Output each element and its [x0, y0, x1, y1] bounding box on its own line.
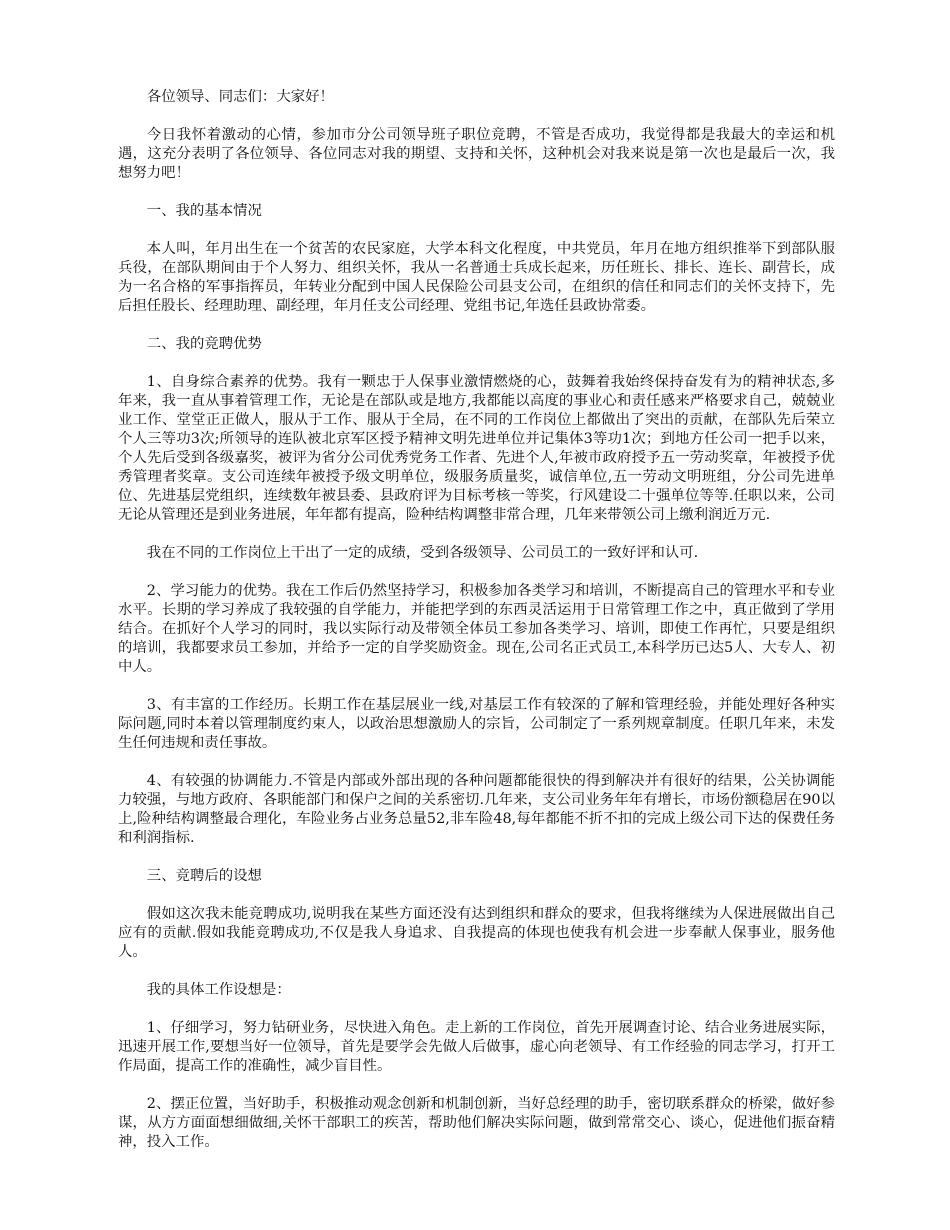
- advantage-1-paragraph: 1、自身综合素养的优势。我有一颗忠于人保事业激情燃烧的心，鼓舞着我始终保持奋发有为的精神状态,多年来，我一直从事着管理工作，无论是在部队或是地方,我都能以高度的事业心和责任感来严格要求自己，兢兢业业工作、堂堂正正做人，服从于工作、服从于全局，在不同的工作岗位上都做出了突出的贡献，在部队先后荣立个人三等功3次;所领导的连队被北京军区授予精神文明先进单位并记集体3等功1次；到地方任公司一把手以来，个人先后受到各级嘉奖，被评为省分公司优秀党务工作者、先进个人,年被市政府授予五一劳动奖章，年被授予优秀管理者奖章。支公司连续年被授予级文明单位，级服务质量奖，诚信单位,五一劳动文明班组，分公司先进单位、先进基层党组织，连续数年被县委、县政府评为目标考核一等奖，行风建设二十强单位等等.任职以来，公司无论从管理还是到业务进展，年年都有提高，险种结构调整非常合理，几年来带领公司上缴利润近万元.: [118, 374, 835, 523]
- section-heading-advantages: 二、我的竞聘优势: [146, 336, 262, 352]
- achievement-paragraph: 我在不同的工作岗位上干出了一定的成绩，受到各级领导、公司员工的一致好评和认可.: [146, 545, 699, 561]
- advantage-2-paragraph: 2、学习能力的优势。我在工作后仍然坚持学习，积极参加各类学习和培训，不断提高自己的管理水平和专业水平。长期的学习养成了我较强的自学能力，并能把学到的东西灵活运用于日常管理工作之中，真正做到了学用结合。在抓好个人学习的同时，我以实际行动及带领全体员工参加各类学习、培训，即使工作再忙，只要是组织的培训，我都要求员工参加，并给予一定的自学奖励资金。现在,公司名正式员工,本科学历已达5人、大专人、初中人。: [118, 583, 835, 675]
- plans-intro-paragraph: 假如这次我未能竞聘成功,说明我在某些方面还没有达到组织和群众的要求，但我将继续为人保进展做出自己应有的贡献.假如我能竞聘成功,不仅是我人身追求、自我提高的体现也使我有机会进一步奉献人保事业，服务他人。: [118, 906, 835, 960]
- advantage-4-paragraph: 4、有较强的协调能力.不管是内部或外部出现的各种问题都能很快的得到解决并有很好的结果，公关协调能力较强，与地方政府、各职能部门和保户之间的关系密切.几年来，支公司业务年年有增长，市场份额稳居在90以上,险种结构调整最合理化，车险业务占业务总量52,非车险48,每年都能不折不扣的完成上级公司下达的保费任务和利润指标.: [118, 773, 835, 846]
- intro-paragraph: 今日我怀着激动的心情，参加市分公司领导班子职位竞聘，不管是否成功，我觉得都是我最大的幸运和机遇，这充分表明了各位领导、各位同志对我的期望、支持和关怀，这种机会对我来说是第一次也是最后一次，我想努力吧！: [118, 127, 835, 181]
- advantage-3-paragraph: 3、有丰富的工作经历。长期工作在基层展业一线,对基层工作有较深的了解和管理经验，并能处理好各种实际问题,同时本着以管理制度约束人，以政治思想激励人的宗旨，公司制定了一系列规章制度。任职几年来，未发生任何违规和责任事故。: [118, 697, 835, 751]
- greeting: 各位领导、同志们：大家好！: [146, 89, 334, 105]
- plans-lead-paragraph: 我的具体工作设想是：: [146, 982, 291, 998]
- basic-info-paragraph: 本人叫，年月出生在一个贫苦的农民家庭，大学本科文化程度，中共党员，年月在地方组织推举下到部队服兵役，在部队期间由于个人努力、组织关怀，我从一名普通士兵成长起来，历任班长、排长、连长、副营长，成为一名合格的军事指挥员，年转业分配到中国人民保险公司县支公司，在组织的信任和同志们的关怀支持下，先后担任股长、经理助理、副经理，年月任支公司经理、党组书记,年选任县政协常委。: [118, 241, 835, 314]
- section-heading-plans: 三、竞聘后的设想: [146, 868, 262, 884]
- section-heading-basic-info: 一、我的基本情况: [146, 203, 262, 219]
- plan-2-paragraph: 2、摆正位置，当好助手，积极推动观念创新和机制创新，当好总经理的助手，密切联系群众的桥梁，做好参谋，从方方面面想细做细,关怀干部职工的疾苦，帮助他们解决实际问题，做到常常交心、谈心，促进他们振奋精神，投入工作。: [118, 1096, 835, 1150]
- plan-1-paragraph: 1、仔细学习，努力钻研业务，尽快进入角色。走上新的工作岗位，首先开展调查讨论、结合业务进展实际，迅速开展工作,要想当好一位领导，首先是要学会先做人后做事，虚心向老领导、有工作经验的同志学习，打开工作局面，提高工作的准确性，减少盲目性。: [118, 1020, 835, 1074]
